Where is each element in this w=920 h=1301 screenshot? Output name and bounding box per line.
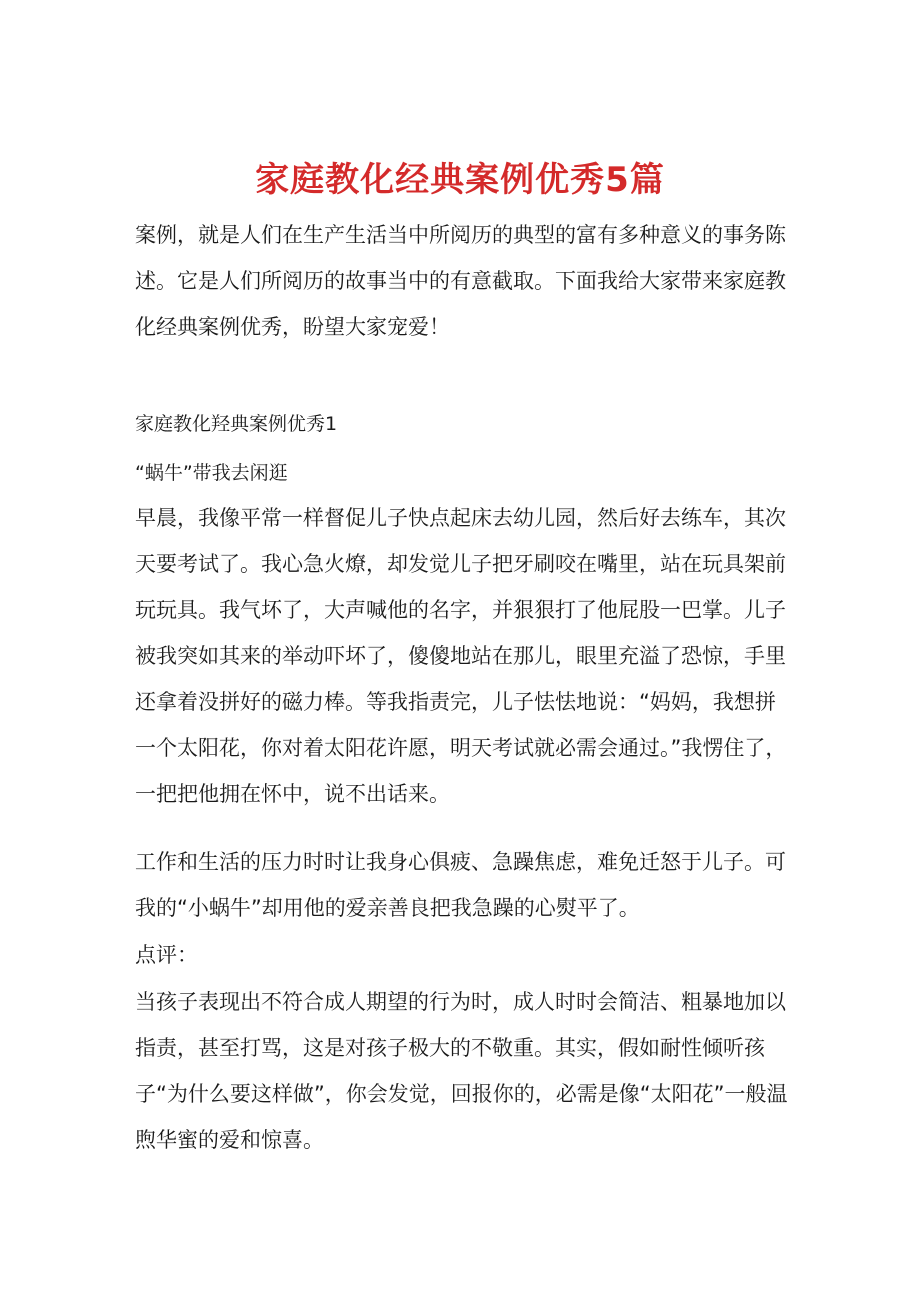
intro-paragraph: 案例，就是人们在生产生活当中所阅历的典型的富有多种意义的事务陈述。它是人们所阅历的故事当中的有意截取。下面我给大家带来家庭教化经典案例优秀，盼望大家宠爱！ [135,223,786,339]
comment-label: 点评： [135,943,198,967]
comment-paragraph: 当孩子表现出不符合成人期望的行为时，成人时时会简洁、粗暴地加以指责，甚至打骂，这是对孩子极大的不敬重。其实，假如耐性倾听孩子“为什么要这样做”，你会发觉，回报你的，必需是像“太阳花”一般温煦华蜜的爱和惊喜。 [135,990,788,1152]
story-paragraph-1: 早晨，我像平常一样督促儿子快点起床去幼儿园，然后好去练车，其次天要考试了。我心急火燎，却发觉儿子把牙刷咬在嘴里，站在玩具架前玩玩具。我气坏了，大声喊他的名字，并狠狠打了他屁股一巴掌。儿子被我突如其来的举动吓坏了，傻傻地站在那儿，眼里充溢了恐惊，手里还拿着没拼好的磁力棒。等我指责完，儿子怯怯地说：“妈妈，我想拼一个太阳花，你对着太阳花许愿，明天考试就必需会通过。”我愣住了，一把把他拥在怀中，说不出话来。 [135,506,787,806]
story-paragraph-2: 工作和生活的压力时时让我身心俱疲、急躁焦虑，难免迁怒于儿子。可我的“小蜗牛”却用他的爱亲善良把我急躁的心熨平了。 [135,850,786,920]
section-heading: 家庭教化羟典案例优秀1 [135,413,338,435]
story-title: “蜗牛”带我去闲逛 [135,462,288,484]
document-title: 家庭教化经典案例优秀5篇 [255,159,665,200]
